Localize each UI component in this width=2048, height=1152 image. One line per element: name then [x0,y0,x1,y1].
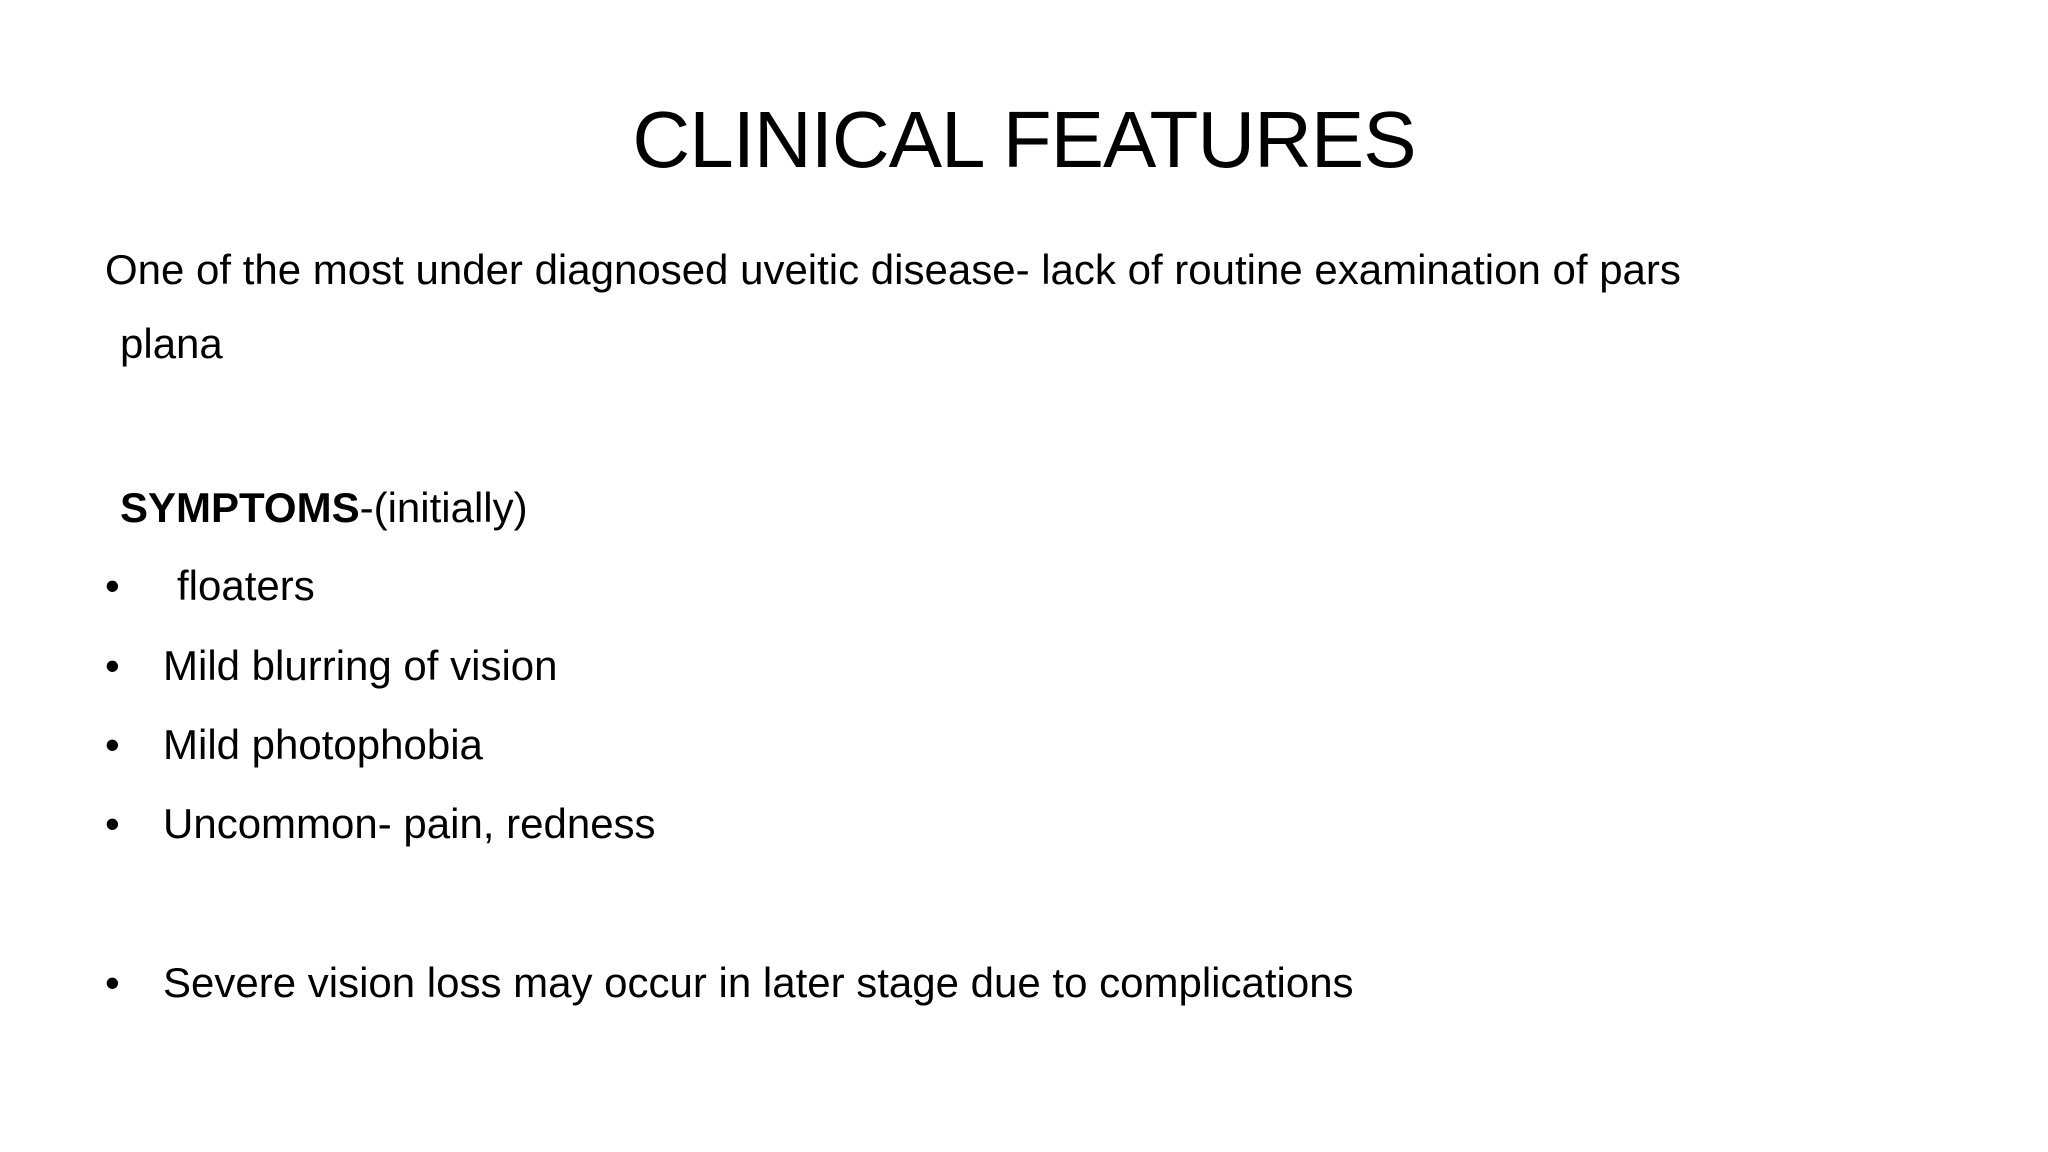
bullet-marker: • [105,562,120,609]
symptoms-heading-bold: SYMPTOMS [120,484,360,531]
bullet-text: Severe vision loss may occur in later stage due to complications [163,959,1354,1006]
bullet-text: Uncommon- pain, redness [163,800,656,847]
bullet-marker: • [105,642,120,689]
bullet-text: floaters [177,562,315,609]
bullet-text: Mild blurring of vision [163,642,558,689]
intro-text-line-1: One of the most under diagnosed uveitic disease- lack of routine examination of pars [105,246,1681,293]
intro-text-line-2: plana [120,320,223,367]
bullet-text: Mild photophobia [163,721,483,768]
bullet-marker: • [105,800,120,847]
symptoms-heading [120,482,528,534]
bullet-marker: • [105,959,120,1006]
bullet-marker: • [105,721,120,768]
slide-title: CLINICAL FEATURES [632,95,1416,184]
symptoms-heading-qualifier: -(initially) [359,484,528,531]
